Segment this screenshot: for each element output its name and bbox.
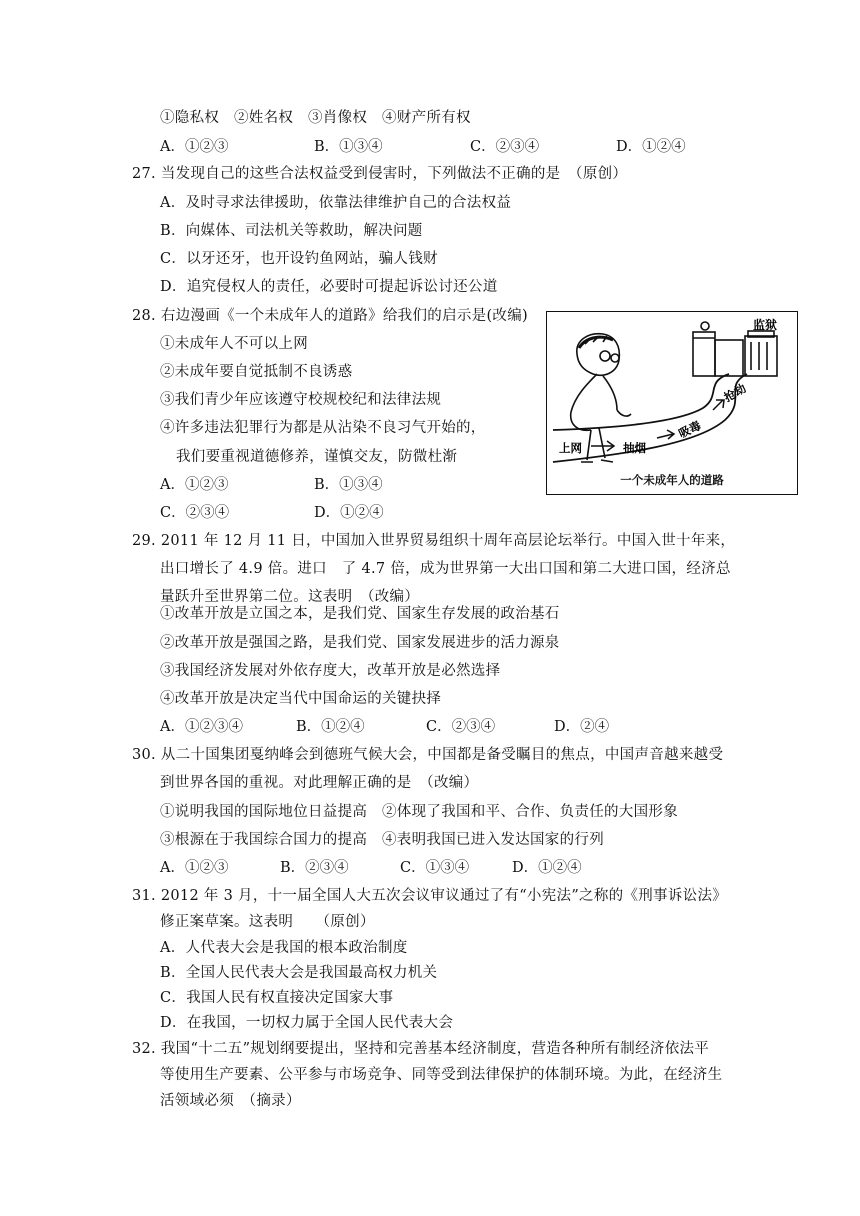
q28-item-1: ①未成年人不可以上网 [160,336,308,352]
cartoon-figure [546,311,798,495]
q30-options [160,858,660,878]
q26-option-d: D．①②④ [616,139,686,155]
q29-options [160,717,660,737]
q28-item-4-cont: 我们要重视道德修养，谨慎交友，防微杜渐 [176,449,458,465]
q32-stem-line-1: 32. 我国“十二五”规划纲要提出，坚持和完善基本经济制度，营造各种所有制经济依法平 [132,1041,710,1057]
q28-options-row1 [160,475,460,495]
cartoon-drawing [547,312,798,495]
q32-stem-line-2: 等使用生产要素、公平参与市场竞争、同等受到法律保护的体制环境。为此，在经济生 [160,1067,723,1083]
path-word-internet: 上网 [559,441,582,455]
q30-stem-line-2: 到世界各国的重视。对此理解正确的是 （改编） [160,775,479,791]
q27-choice-c: C．以牙还牙，也开设钓鱼网站，骗人钱财 [160,251,438,267]
q28-option-d: D．①②④ [314,505,384,521]
path-word-drugs: 吸毒 [676,418,704,441]
q30-option-d: D．①②④ [512,860,582,876]
road-path [553,374,747,462]
q27-choice-d: D．追究侵权人的责任，必要时可提起诉讼讨还公道 [160,279,498,295]
path-word-robbery: 抢劫 [721,380,749,405]
q29-stem-line-2: 出口增长了 4.9 倍。进口 了 4.7 倍，成为世界第一大出口国和第二大进口国，经济总 [160,561,731,577]
q27-choice-b: B．向媒体、司法机关等救助，解决问题 [160,223,423,239]
q26-option-a: A．①②③ [160,139,229,155]
q27-stem: 27. 当发现自己的这些合法权益受到侵害时，下列做法不正确的是 （原创） [132,166,628,182]
q28-stem: 28. 右边漫画《一个未成年人的道路》给我们的启示是(改编) [132,308,528,324]
q31-choice-c: C．我国人民有权直接决定国家大事 [160,990,394,1006]
q28-item-3: ③我们青少年应该遵守校规校纪和法律法规 [160,392,442,408]
prison-label: 监狱 [753,318,778,332]
q28-item-4: ④许多违法犯罪行为都是从沾染不良习气开始的， [160,420,486,436]
q29-item-4: ④改革开放是决定当代中国命运的关键抉择 [160,691,442,707]
q28-item-2: ②未成年要自觉抵制不良诱惑 [160,364,353,380]
q31-choice-b: B．全国人民代表大会是我国最高权力机关 [160,965,438,981]
q31-stem-line-2: 修正案草案。这表明 （原创） [160,914,375,930]
q28-options-row2 [160,503,460,523]
q29-stem-line-3: 量跃升至世界第二位。这表明 （改编） [160,589,420,605]
q32-stem-line-3: 活领域必须 （摘录） [160,1093,301,1109]
q29-stem-line-1: 29. 2011 年 12 月 11 日，中国加入世界贸易组织十周年高层论坛举行。中国入世十年来， [132,533,736,549]
q26-options [160,137,720,157]
q28-option-b: B．①③④ [314,477,383,493]
q31-stem-line-1: 31. 2012 年 3 月，十一届全国人大五次会议审议通过了有“小宪法”之称的《刑事诉讼法》 [132,888,728,904]
q29-option-a: A．①②③④ [160,719,243,735]
q26-option-b: B．①③④ [314,139,383,155]
cartoon-caption: 一个未成年人的道路 [620,473,724,487]
q29-option-c: C．②③④ [426,719,496,735]
q29-item-2: ②改革开放是强国之路，是我们党、国家发展进步的活力源泉 [160,635,560,651]
q29-item-1: ①改革开放是立国之本，是我们党、国家生存发展的政治基石 [160,606,560,622]
q30-items-line-2: ③根源在于我国综合国力的提高 ④表明我国已进入发达国家的行列 [160,832,604,848]
q26-option-c: C．②③④ [470,139,540,155]
q30-stem-line-1: 30. 从二十国集团戛纳峰会到德班气候大会，中国都是备受瞩目的焦点，中国声音越来越受 [132,747,724,763]
q30-option-a: A．①②③ [160,860,229,876]
q28-option-c: C．②③④ [160,505,230,521]
q26-items: ①隐私权 ②姓名权 ③肖像权 ④财产所有权 [160,110,471,126]
q30-option-c: C．①③④ [400,860,470,876]
q29-item-3: ③我国经济发展对外依存度大，改革开放是必然选择 [160,663,501,679]
q28-option-a: A．①②③ [160,477,229,493]
path-word-smoking: 抽烟 [623,441,646,455]
q31-choice-a: A．人代表大会是我国的根本政治制度 [160,940,408,956]
q27-choice-a: A．及时寻求法律援助，依靠法律维护自己的合法权益 [160,195,512,211]
q29-option-d: D．②④ [554,719,610,735]
q31-choice-d: D．在我国，一切权力属于全国人民代表大会 [160,1015,454,1031]
q30-option-b: B．②③④ [280,860,349,876]
q29-option-b: B．①②④ [296,719,365,735]
q30-items-line-1: ①说明我国的国际地位日益提高 ②体现了我国和平、合作、负责任的大国形象 [160,804,678,820]
